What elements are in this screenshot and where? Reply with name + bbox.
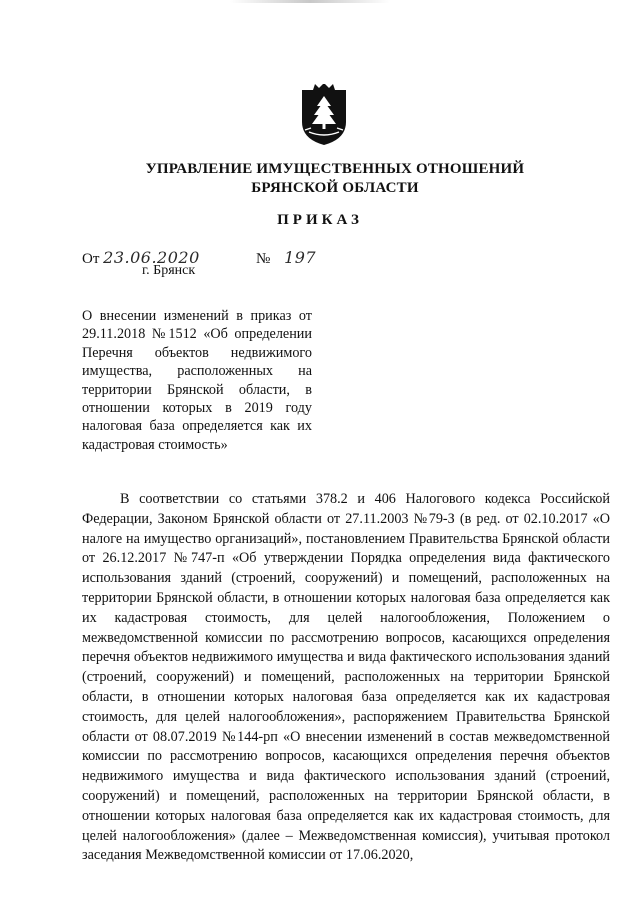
order-subject: О внесении изменений в приказ от 29.11.2018 №1512 «Об определении Перечня объектов недвижимого имущества, расположенных на территории Брянской области, в отношении которых в 2019 году налоговая база определяется как их кадастровая стоимость» xyxy=(82,308,312,453)
organization-line-1: УПРАВЛЕНИЕ ИМУЩЕСТВЕННЫХ ОТНОШЕНИЙ xyxy=(145,161,525,177)
document-type: ПРИКАЗ xyxy=(277,212,363,228)
handwritten-number: 197 xyxy=(284,248,317,267)
handwritten-date: 23.06.2020 xyxy=(103,248,200,267)
bryansk-coat-of-arms-icon xyxy=(299,84,349,146)
date-prefix: От xyxy=(82,251,100,267)
organization-line-2: БРЯНСКОЙ ОБЛАСТИ xyxy=(251,180,419,196)
body-paragraph: В соответствии со статьями 378.2 и 406 Налогового кодекса Российской Федерации, Законом Брянской области от 27.11.2003 №79-З (в ред. от 02.10.2017 «О налоге на имущество организаций», постановлением Правительства Брянской области от 26.12.2017 №747-п «Об утверждении Порядка определения вида фактического использования зданий (строений, сооружений) и помещений, расположенных на территории Брянской области, в отношении которых налоговая база определяется как их кадастровая стоимость, для целей налогообложения, Положением о межведомственной комиссии по рассмотрению вопросов, касающихся определения перечня объектов недвижимого имущества и вида фактического использования зданий (строений, сооружений) и помещений, расположенных на территории Брянской области, в отношении которых налоговая база определяется как их кадастровая стоимость, для целей налогообложения», распоряжением Правительства Брянской области от 08.07.2019 №144-рп «О внесении изменений в состав межведомственной комиссии по рассмотрению вопросов, касающихся определения перечня объектов недвижимого имущества и вида фактического использования зданий (строений, сооружений) и помещений, расположенных на территории Брянской области, в отношении которых налоговая база определяется как их кадастровая стоимость, для целей налогообложения» (далее – Межведомственная комиссия), учитывая протокол заседания Межведомственной комиссии от 17.06.2020, xyxy=(82,491,610,864)
scan-artifact xyxy=(230,0,390,3)
organization-title xyxy=(130,160,540,198)
number-prefix: № xyxy=(256,251,271,267)
number-row xyxy=(256,248,316,268)
city: г. Брянск xyxy=(142,263,196,278)
